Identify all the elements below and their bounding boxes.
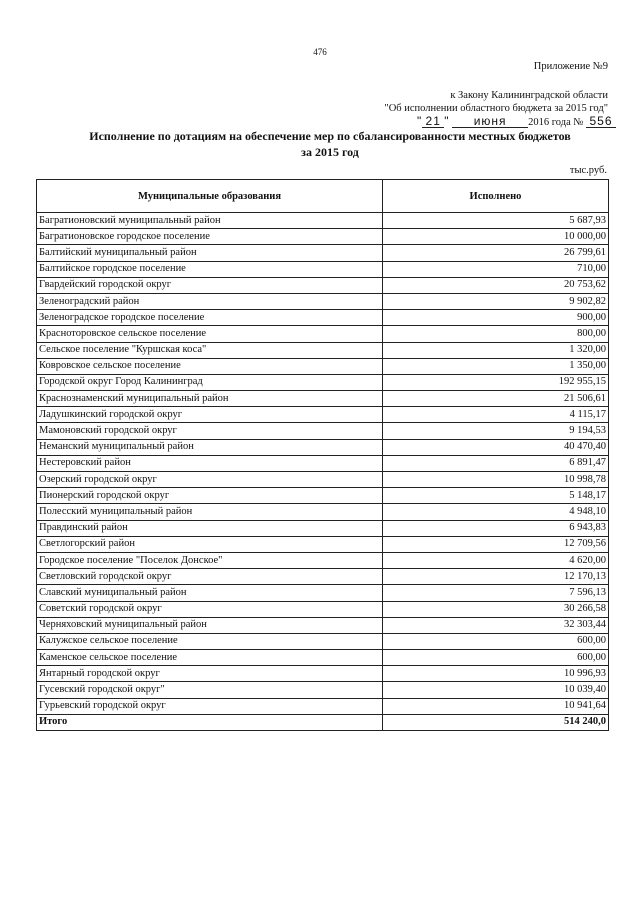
executed-value: 9 194,53 [383,423,609,439]
law-date-open-quote: " [416,114,423,128]
municipality-name: Светлогорский район [37,536,383,552]
table-row [37,520,609,536]
executed-value: 4 948,10 [383,504,609,520]
executed-value: 4 620,00 [383,552,609,568]
table-body [37,213,609,731]
municipality-name: Пионерский городской округ [37,488,383,504]
municipality-name: Краснознаменский муниципальный район [37,391,383,407]
executed-value: 800,00 [383,326,609,342]
executed-value: 30 266,58 [383,601,609,617]
table-row [37,229,609,245]
table-row [37,617,609,633]
municipality-name: Светловский городской округ [37,569,383,585]
title-line-2: за 2015 год [301,145,359,159]
municipality-name: Янтарный городской округ [37,666,383,682]
executed-value: 10 996,93 [383,666,609,682]
dotations-table [36,179,609,731]
units-label: тыс.руб. [569,165,607,176]
executed-value: 6 891,47 [383,455,609,471]
executed-value: 5 148,17 [383,488,609,504]
municipality-name: Сельское поселение "Куршская коса" [37,342,383,358]
executed-value: 21 506,61 [383,391,609,407]
law-month: июня [452,116,528,128]
executed-value: 710,00 [383,261,609,277]
executed-value: 4 115,17 [383,407,609,423]
municipality-name: Калужское сельское поселение [37,633,383,649]
table-row [37,293,609,309]
municipality-name: Озерский городской округ [37,472,383,488]
table-row [37,682,609,698]
municipality-name: Ладушкинский городской округ [37,407,383,423]
page-number: 476 [313,47,327,57]
header-executed: Исполнено [383,180,609,213]
table-row [37,472,609,488]
table-row [37,277,609,293]
municipality-name: Городское поселение "Поселок Донское" [37,552,383,568]
municipality-name: Нестеровский район [37,455,383,471]
law-date-close-quote: " [444,114,450,128]
municipality-name: Красноторовское сельское поселение [37,326,383,342]
table-row [37,488,609,504]
municipality-name: Черняховский муниципальный район [37,617,383,633]
executed-value: 10 998,78 [383,472,609,488]
table-row [37,666,609,682]
table-row [37,552,609,568]
executed-value: 1 350,00 [383,358,609,374]
municipality-name: Гвардейский городской округ [37,277,383,293]
executed-value: 10 941,64 [383,698,609,714]
table-row [37,569,609,585]
municipality-name: Гусевский городской округ" [37,682,383,698]
table-header-row [37,180,609,213]
law-reference [384,89,608,115]
municipality-name: Зеленоградское городское поселение [37,310,383,326]
municipality-name: Балтийское городское поселение [37,261,383,277]
table-row [37,439,609,455]
executed-value: 9 902,82 [383,293,609,309]
title-line-1: Исполнение по дотациям на обеспечение мер по сбалансированности местных бюджетов [89,129,571,143]
table-row [37,407,609,423]
page-title [40,128,620,160]
executed-value: 600,00 [383,650,609,666]
total-label: Итого [37,714,383,730]
executed-value: 7 596,13 [383,585,609,601]
table-row [37,633,609,649]
table-row [37,374,609,390]
municipality-name: Правдинский район [37,520,383,536]
executed-value: 1 320,00 [383,342,609,358]
table-row [37,245,609,261]
executed-value: 10 039,40 [383,682,609,698]
table-row [37,213,609,229]
executed-value: 6 943,83 [383,520,609,536]
law-number: 556 [586,116,616,128]
municipality-name: Городской округ Город Калининград [37,374,383,390]
municipality-name: Ковровское сельское поселение [37,358,383,374]
executed-value: 40 470,40 [383,439,609,455]
table-row [37,536,609,552]
municipality-name: Каменское сельское поселение [37,650,383,666]
municipality-name: Балтийский муниципальный район [37,245,383,261]
law-line-1: к Закону Калининградской области [450,90,608,101]
executed-value: 192 955,15 [383,374,609,390]
municipality-name: Багратионовское городское поселение [37,229,383,245]
law-line-2: "Об исполнении областного бюджета за 2015 год" [384,103,608,114]
executed-value: 10 000,00 [383,229,609,245]
table-row [37,455,609,471]
law-date-line [417,114,616,128]
table-row [37,601,609,617]
table-row [37,261,609,277]
total-value: 514 240,0 [383,714,609,730]
executed-value: 12 709,56 [383,536,609,552]
municipality-name: Советский городской округ [37,601,383,617]
municipality-name: Славский муниципальный район [37,585,383,601]
municipality-name: Зеленоградский район [37,293,383,309]
table-row [37,391,609,407]
table-row [37,358,609,374]
table-row [37,423,609,439]
executed-value: 20 753,62 [383,277,609,293]
municipality-name: Полесский муниципальный район [37,504,383,520]
appendix-label: Приложение №9 [533,61,608,72]
table-row [37,698,609,714]
law-year-text: 2016 года № [528,117,584,128]
header-municipality: Муниципальные образования [37,180,383,213]
executed-value: 5 687,93 [383,213,609,229]
table-row [37,650,609,666]
municipality-name: Багратионовский муниципальный район [37,213,383,229]
table-row [37,585,609,601]
municipality-name: Неманский муниципальный район [37,439,383,455]
table-row [37,342,609,358]
law-day: 21 [422,116,444,128]
executed-value: 600,00 [383,633,609,649]
executed-value: 12 170,13 [383,569,609,585]
municipality-name: Гурьевский городской округ [37,698,383,714]
table-row [37,504,609,520]
municipality-name: Мамоновский городской округ [37,423,383,439]
table-row [37,310,609,326]
executed-value: 900,00 [383,310,609,326]
executed-value: 26 799,61 [383,245,609,261]
executed-value: 32 303,44 [383,617,609,633]
total-row [37,714,609,730]
table-row [37,326,609,342]
